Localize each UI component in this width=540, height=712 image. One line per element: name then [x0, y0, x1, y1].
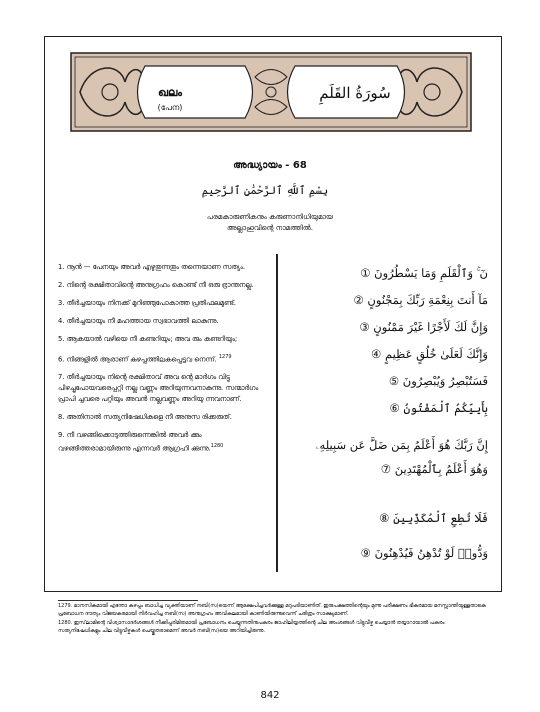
verse-arabic: فَلَا تُطِعِ ٱلْمُكَذِّبِينَ ⑧ [379, 511, 488, 525]
verse-arabic: نٓ ۚ وَٱلْقَلَمِ وَمَا يَسْطُرُونَ ① [360, 266, 488, 280]
verse-arabic: فَسَتُبْصِرُ وَيُبْصِرُونَ ⑤ [388, 374, 488, 388]
verse-translation: 9. നീ വഴങ്ങിക്കൊടുത്തിരുന്നെങ്കില്‍ അവര്‍ ക്കും വഴങ്ങിത്തരാമായിരുന്നു എന്നവര്‍ ആഗ്രഹി ക്കുന്നു.$^{1280}$ [58, 431, 224, 453]
basmala-translation [150, 212, 390, 234]
verse-translation: 4. തീര്‍ച്ചയായും നീ മഹത്തായ സ്വഭാവത്തി ലാകുന്നു. [58, 317, 219, 325]
verse-translation: 2. നിന്റെ രക്ഷിതാവിന്റെ അനുഗ്രഹം കൊണ്ട് നീ ഒരു ഭ്രാന്തനല്ല. [58, 281, 254, 289]
footnote-ref: 1280 [210, 443, 224, 450]
chapter-number: 68 [292, 160, 307, 171]
basmala-arabic: بِسْمِ ٱللَّهِ ٱلرَّحْمَٰنِ ٱلرَّحِيمِ [201, 184, 329, 197]
footnote-rule [58, 600, 198, 601]
chapter-label: അദ്ധ്യായം [233, 160, 282, 171]
verse-arabic: وَإِنَّ لَكَ لَأَجْرًا غَيْرَ مَمْنُونٍ ③ [359, 320, 488, 334]
surah-meaning-malayalam: (പേന) [157, 103, 183, 112]
footnote-ref: 1279 [218, 354, 232, 360]
verse-arabic: وَدُّوا۟ لَوْ تُدْهِنُ فَيُدْهِنُونَ ⑨ [360, 546, 488, 560]
surah-name-malayalam: ഖലം [157, 86, 183, 99]
translation-column [58, 262, 266, 462]
verse-arabic: إِنَّ رَبَّكَ هُوَ أَعْلَمُ بِمَن ضَلَّ عَن سَبِيلِهِۦ [315, 438, 488, 452]
verse-translation: 3. തീര്‍ച്ചയായും നിനക്ക് മുറിഞ്ഞുപോകാത്ത പ്രതിഫലമുണ്ട്. [58, 299, 236, 307]
page-number: 842 [260, 690, 280, 701]
verse-arabic: وَإِنَّكَ لَعَلَىٰ خُلُقٍ عَظِيمٍ ④ [371, 347, 488, 361]
footnote: 1280. ഇസ്‌ലാമിന്റെ വിശ്വാസാദര്‍ശങ്ങള്‍ നീക്കിപ്പരിമിതമായി പ്രബോധനം ചെയ്യുന്നതിനുപകരം ജാഹിലിയ്യത്തിന്റെ ചില അംശങ്ങള്‍ വിട്ടുവീഴ്ച ചെയ്യാന്‍ തയ്യാറായാല്‍ പകരം സത്യനിഷേധികളും ചില വിട്ടുവീഴ്ചകള്‍ ചെയ്തുതരാമെന്ന് അവര്‍ നബി(സ)യെ അറിയിച്ചിരുന്നു. [58, 620, 445, 634]
verse-arabic: وَهُوَ أَعْلَمُ بِٱلْمُهْتَدِينَ ⑦ [380, 462, 488, 476]
basmala-translation-line: പരമകാരുണികനും കരുണാനിധിയുമായ [206, 213, 334, 221]
verse-translation: 5. ആകയാല്‍ വഴിയെ നീ കണ്ടറിയും; അവ രും കണ്ടറിയും; [58, 335, 238, 343]
chapter-heading: അദ്ധ്യായം - 68 [233, 160, 307, 171]
verse-translation: 1. നൂന്‍ — പേനയും അവര്‍ എഴുതുന്നതും തന്നെയാണ സത്യം. [58, 263, 246, 271]
verse-arabic: بِأَييِّكُمُ ٱلْمَفْتُونُ ⑥ [389, 401, 488, 415]
basmala-translation-line: അല്ലാഹുവിന്റെ നാമത്തില്‍. [227, 224, 313, 232]
surah-name-arabic: سُورَةُ القَلَمِ [319, 84, 391, 102]
verse-translation: 8. അതിനാല്‍ സത്യനിഷേധികളെ നീ അനുസ രിക്കരുത്. [58, 413, 232, 422]
verse-translation: 7. തീര്‍ച്ചയായും നിന്റെ രക്ഷിതാവ് അവ ന്റെ മാര്‍ഗം വിട്ടു പിഴച്ചുപോയവരെപ്പറ്റി നല്ല വണ്ണം അറിയുന്നവനാകുന്നു. സന്മാര്‍ഗം പ്രാപി ച്ചവരെ പറ്റിയും അവന്‍ നല്ലവണ്ണം അറിയു ന്നവനാണ്. [58, 373, 259, 404]
footnotes [58, 602, 488, 636]
verse-arabic: مَآ أَنتَ بِنِعْمَةِ رَبِّكَ بِمَجْنُونٍ ② [353, 293, 488, 307]
arabic-column [292, 260, 488, 567]
verse-translation: 6. നിങ്ങളില്‍ ആരാണ് കുഴപ്പത്തിലകപ്പെട്ടവ നെന്ന്. $^{1279}$ [58, 354, 232, 364]
footnote: 1279. മാനസികമായി എന്തോ കുഴപ്പം ബാധിച്ച വ്യക്തിയാണ് നബി(സ)യെന്ന് ആക്ഷേപിച്ചവര്‍ക്കുള്ള മറുപടിയാണിത്. ഇരുപക്ഷത്തിന്റെയും മുന്നു പരീക്ഷണം ഭീകരമായ മനസ്സാന്തിയുള്ളതാകെ പ്രബോധന ദൗത്യം വിജയകരമായി നിര്‍വഹിച്ച നബി(സ) അനുഗ്രഹം അവികലമായി കാണിയിരുന്നുവെന്ന് ചരിത്രം സാക്ഷ്യമാണ്. [58, 603, 486, 617]
column-divider [276, 254, 278, 572]
